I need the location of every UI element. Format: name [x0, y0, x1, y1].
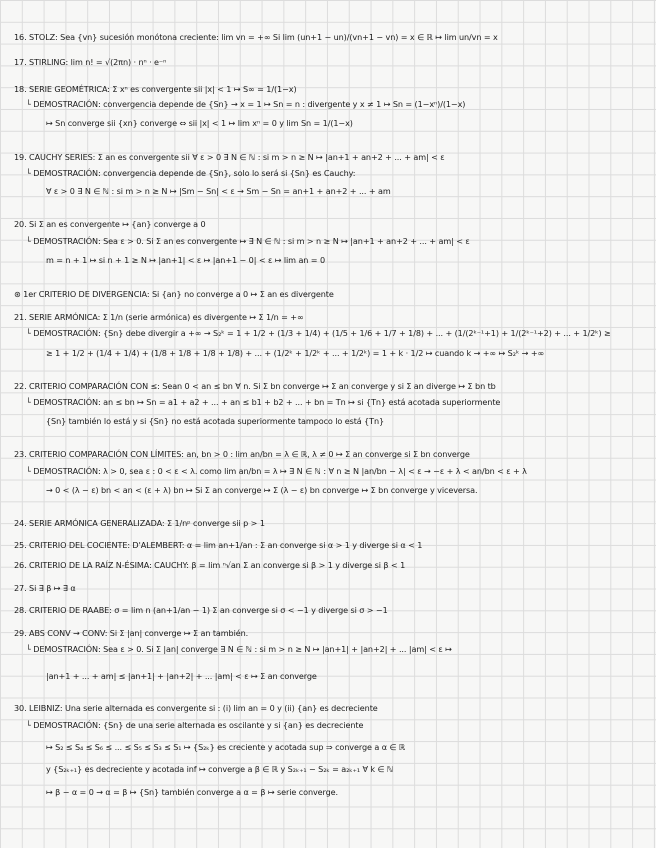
item-27: 27. Si ∃ β ↦ ∃ α [14, 583, 76, 593]
item-25-cociente: 25. CRITERIO DEL COCIENTE: D'ALEMBERT: α = lim an+1/an : Σ an converge si α > 1 y diverge si α < 1 [14, 540, 423, 550]
demostracion-20: └ DEMOSTRACIÓN: Sea ε > 0. Si Σ an es convergente ↦ ∃ N ∈ ℕ : si m > n ≥ N ↦ |an+1 + an+2 + ... + am| < ε [26, 236, 470, 246]
criterio-divergencia: ⊛ 1er CRITERIO DE DIVERGENCIA: Si {an} no converge a 0 ↦ Σ an es divergente [14, 289, 334, 299]
item-24-armonica-generalizada: 24. SERIE ARMÓNICA GENERALIZADA: Σ 1/nᵖ converge sii p > 1 [14, 518, 265, 528]
demostracion-19-cont: ∀ ε > 0 ∃ N ∈ ℕ : si m > n ≥ N ↦ |Sm − Sn| < ε → Sm − Sn = an+1 + an+2 + ... + am [46, 186, 391, 196]
item-16-stolz: 16. STOLZ: Sea {vn} sucesión monótona creciente: lim vn = +∞ Si lim (un+1 − un)/(vn+1 − vn) = x ∈ ℝ ↦ lim un/vn = x [14, 32, 498, 42]
demostracion-18: └ DEMOSTRACIÓN: convergencia depende de {Sn} → x = 1 ↦ Sn = n : divergente y x ≠ 1 ↦ Sn = (1−xⁿ)/(1−x) [26, 99, 466, 109]
demostracion-18-cont: ↦ Sn converge sii {xn} converge ⇔ sii |x| < 1 ↦ lim xⁿ = 0 y lim Sn = 1/(1−x) [46, 118, 353, 128]
item-21-serie-armonica: 21. SERIE ARMÓNICA: Σ 1/n (serie armónica) es divergente ↦ Σ 1/n = +∞ [14, 312, 304, 322]
demostracion-22: └ DEMOSTRACIÓN: an ≤ bn ↦ Sn = a1 + a2 + ... + an ≤ b1 + b2 + ... + bn = Tn ↦ si {Tn} está acotada superiormente [26, 397, 501, 407]
item-30-leibniz: 30. LEIBNIZ: Una serie alternada es convergente si : (i) lim an = 0 y (ii) {an} es decreciente [14, 703, 378, 713]
demostracion-23: └ DEMOSTRACIÓN: λ > 0, sea ε : 0 < ε < λ. como lim an/bn = λ ↦ ∃ N ∈ ℕ : ∀ n ≥ N |an/bn − λ| < ε → −ε + λ < an/bn < ε + λ [26, 466, 527, 476]
demostracion-30-cont-2: y {S₂ₖ₊₁} es decreciente y acotada inf ↦ converge a β ∈ ℝ y S₂ₖ₊₁ − S₂ₖ = a₂ₖ₊₁ ∀ k ∈ ℕ [46, 764, 394, 774]
item-29-abs-conv: 29. ABS CONV → CONV: Si Σ |an| converge ↦ Σ an también. [14, 628, 249, 638]
demostracion-30-cont-3: ↦ β − α = 0 → α = β ↦ {Sn} también converge a α = β ↦ serie converge. [46, 787, 339, 797]
demostracion-30-cont-1: ↦ S₂ ≤ S₄ ≤ S₆ ≤ ... ≤ S₅ ≤ S₃ ≤ S₁ ↦ {S₂ₖ} es creciente y acotada sup ⇒ converge a α ∈ ℝ [46, 742, 406, 752]
item-28-raabe: 28. CRITERIO DE RAABE: σ = lim n (an+1/an − 1) Σ an converge si σ < −1 y diverge si σ > −1 [14, 605, 388, 615]
item-20: 20. Si Σ an es convergente ↦ {an} converge a 0 [14, 219, 206, 229]
item-19-cauchy-series: 19. CAUCHY SERIES: Σ an es convergente sii ∀ ε > 0 ∃ N ∈ ℕ : si m > n ≥ N ↦ |an+1 + an+2 + ... + am| < ε [14, 152, 445, 162]
item-17-stirling: 17. STIRLING: lim n! = √(2πn) · nⁿ · e⁻ⁿ [14, 57, 167, 67]
demostracion-19: └ DEMOSTRACIÓN: convergencia depende de {Sn}, solo lo será si {Sn} es Cauchy: [26, 168, 356, 178]
item-23-comparacion-limites: 23. CRITERIO COMPARACIÓN CON LÍMITES: an, bn > 0 : lim an/bn = λ ∈ ℝ, λ ≠ 0 ↦ Σ an converge si Σ bn converge [14, 449, 470, 459]
demostracion-21: └ DEMOSTRACIÓN: {Sn} debe divergir a +∞ → S₂ᵏ = 1 + 1/2 + (1/3 + 1/4) + (1/5 + 1/6 + 1/7 + 1/8) + ... + (1/(2ᵏ⁻¹+1) + 1/(2ᵏ⁻¹+2) + ... + 1/2ᵏ) ≥ [26, 328, 611, 338]
demostracion-23-cont: → 0 < (λ − ε) bn < an < (ε + λ) bn ↦ Si Σ an converge ↦ Σ (λ − ε) bn converge ↦ Σ bn converge y viceversa. [46, 485, 478, 495]
item-18-serie-geometrica: 18. SERIE GEOMÉTRICA: Σ xⁿ es convergente sii |x| < 1 ↦ S∞ = 1/(1−x) [14, 84, 297, 94]
demostracion-29-cont: |an+1 + ... + am| ≤ |an+1| + |an+2| + ... |am| < ε ↦ Σ an converge [46, 671, 317, 681]
item-26-raiz: 26. CRITERIO DE LA RAÍZ N-ÉSIMA: CAUCHY: β = lim ⁿ√an Σ an converge si β > 1 y diverge si β < 1 [14, 560, 406, 570]
demostracion-21-cont: ≥ 1 + 1/2 + (1/4 + 1/4) + (1/8 + 1/8 + 1/8 + 1/8) + ... + (1/2ᵏ + 1/2ᵏ + ... + 1/2ᵏ) = 1 + k · 1/2 ↦ cuando k → +∞ ↦ S₂ᵏ → +∞ [46, 348, 545, 358]
demostracion-22-cont: {Sn} también lo está y si {Sn} no está acotada superiormente tampoco lo está {Tn} [46, 416, 385, 426]
demostracion-29: └ DEMOSTRACIÓN: Sea ε > 0. Si Σ |an| converge ∃ N ∈ ℕ : si m > n ≥ N ↦ |an+1| + |an+2| + ... |am| < ε ↦ [26, 644, 452, 654]
demostracion-20-cont: m = n + 1 ↦ si n + 1 ≥ N ↦ |an+1| < ε ↦ |an+1 − 0| < ε ↦ lim an = 0 [46, 255, 326, 265]
demostracion-30: └ DEMOSTRACIÓN: {Sn} de una serie alternada es oscilante y si {an} es decreciente [26, 720, 364, 730]
item-22-comparacion: 22. CRITERIO COMPARACIÓN CON ≤: Sean 0 < an ≤ bn ∀ n. Si Σ bn converge ↦ Σ an converge y si Σ an diverge ↦ Σ bn tb [14, 381, 496, 391]
